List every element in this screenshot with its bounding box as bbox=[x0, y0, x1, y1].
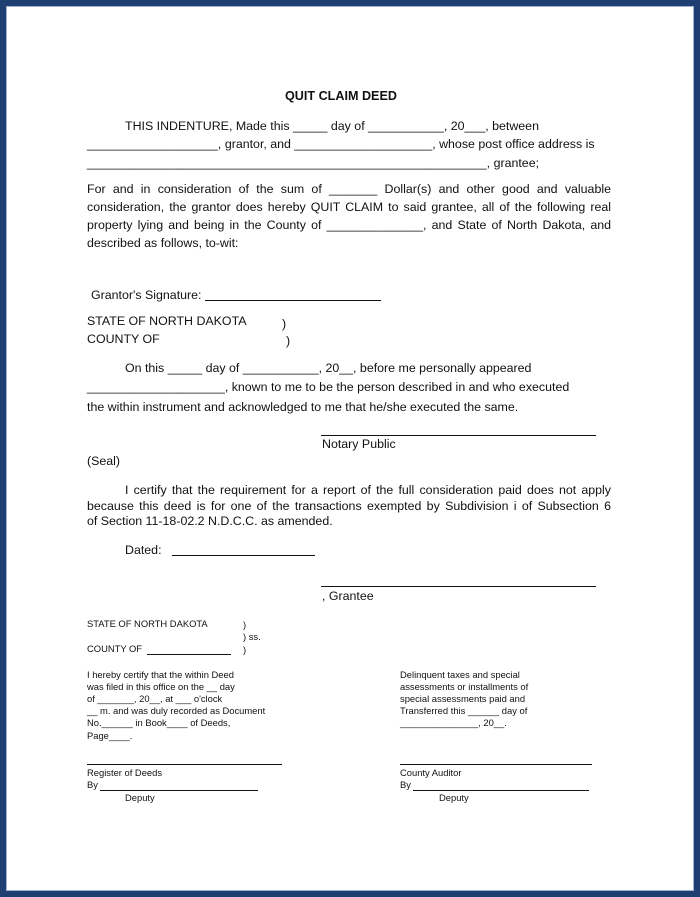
certify-line-1: I certify that the requirement for a report of the full consideration paid does not apply bbox=[125, 483, 611, 497]
auditor-by-label: By bbox=[400, 779, 411, 790]
acknowledgment-line-2: ____________________, known to me to be the person described in and who executed bbox=[87, 380, 570, 394]
consideration-line-3: property lying and being in the County of ______________, and State of North Dakota, and bbox=[87, 218, 611, 232]
notary-signature-line bbox=[321, 435, 596, 436]
auditor-signature-line bbox=[400, 764, 592, 765]
state-label: STATE OF NORTH DAKOTA bbox=[87, 314, 247, 328]
seal-label: (Seal) bbox=[87, 454, 121, 468]
register-deputy-label: Deputy bbox=[125, 792, 155, 803]
register-signature-line bbox=[87, 764, 282, 765]
grantor-signature-line bbox=[205, 300, 381, 301]
document-page bbox=[14, 14, 686, 882]
notary-public-label: Notary Public bbox=[322, 437, 396, 451]
document-title: QUIT CLAIM DEED bbox=[285, 89, 397, 103]
filing-line-5: No.______ in Book____ of Deeds, bbox=[87, 717, 231, 728]
certify-line-2: because this deed is for one of the transactions exempted by Subdivision i of Subsection 6 bbox=[87, 499, 611, 513]
state-paren: ) bbox=[282, 317, 287, 331]
acknowledgment-line-1: On this _____ day of ___________, 20__, before me personally appeared bbox=[125, 361, 532, 375]
recording-state-label: STATE OF NORTH DAKOTA bbox=[87, 618, 208, 629]
recording-county-paren: ) bbox=[243, 644, 247, 655]
dated-line bbox=[172, 555, 315, 556]
indenture-line-2: ___________________, grantor, and ____________________, whose post office address is bbox=[87, 137, 595, 151]
auditor-by-line bbox=[413, 790, 589, 791]
grantee-signature-line bbox=[321, 586, 596, 587]
county-label: COUNTY OF bbox=[87, 332, 160, 346]
filing-line-1: I hereby certify that the within Deed bbox=[87, 669, 234, 680]
taxes-line-3: special assessments paid and bbox=[400, 693, 526, 704]
auditor-deputy-label: Deputy bbox=[439, 792, 469, 803]
taxes-line-5: _______________, 20__. bbox=[400, 717, 507, 728]
certify-line-3: of Section 11-18-02.2 N.D.C.C. as amended. bbox=[87, 514, 333, 528]
grantee-label: , Grantee bbox=[322, 589, 374, 603]
acknowledgment-line-3: the within instrument and acknowledged to me that he/she executed the same. bbox=[87, 400, 519, 414]
recording-county-label: COUNTY OF bbox=[87, 643, 143, 654]
filing-line-6: Page____. bbox=[87, 730, 133, 741]
county-paren: ) bbox=[286, 334, 291, 348]
register-by-line bbox=[100, 790, 258, 791]
taxes-line-1: Delinquent taxes and special bbox=[400, 669, 520, 680]
recording-county-line bbox=[147, 654, 231, 655]
consideration-line-1: For and in consideration of the sum of _______ Dollar(s) and other good and valuable bbox=[87, 182, 611, 196]
register-of-deeds-label: Register of Deeds bbox=[87, 767, 163, 778]
filing-line-3: of _______, 20__, at ___ o'clock bbox=[87, 693, 223, 704]
indenture-line-3: __________________________________________________________, grantee; bbox=[87, 156, 540, 170]
indenture-line-1: THIS INDENTURE, Made this _____ day of ___________, 20___, between bbox=[125, 119, 539, 133]
register-by-label: By bbox=[87, 779, 98, 790]
county-auditor-label: County Auditor bbox=[400, 767, 462, 778]
consideration-line-2: consideration, the grantor does hereby QUIT CLAIM to said grantee, all of the following real bbox=[87, 200, 611, 214]
filing-line-4: __ m. and was duly recorded as Document bbox=[87, 705, 266, 716]
recording-ss: ) ss. bbox=[243, 631, 261, 642]
recording-state-paren: ) bbox=[243, 619, 247, 630]
consideration-line-4: described as follows, to-wit: bbox=[87, 236, 239, 250]
filing-line-2: was filed in this office on the __ day bbox=[87, 681, 235, 692]
grantor-signature-label: Grantor's Signature: bbox=[91, 288, 202, 302]
taxes-line-4: Transferred this ______ day of bbox=[400, 705, 528, 716]
taxes-line-2: assessments or installments of bbox=[400, 681, 529, 692]
dated-label: Dated: bbox=[125, 543, 162, 557]
